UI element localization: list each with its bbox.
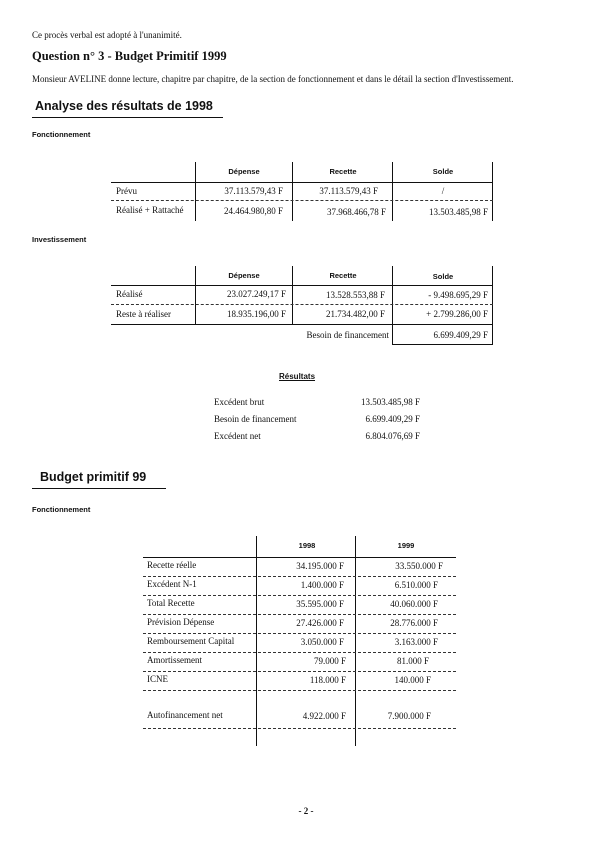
fonct-row2-label: Réalisé + Rattaché — [116, 205, 184, 215]
budget-header-1998: 1998 — [298, 541, 316, 550]
invest-row1-solde: - 9.498.695,29 F — [428, 290, 488, 300]
fonct-row1-label: Prévu — [116, 186, 137, 196]
invest-row2-solde: + 2.799.286,00 F — [426, 309, 488, 319]
fonct-row1-solde: / — [441, 186, 445, 196]
budget-row1-1999: 33.550.000 F — [395, 561, 443, 571]
budget-sep-7 — [143, 690, 456, 691]
budget-row1-label: Recette réelle — [147, 560, 197, 570]
fonct-row2-recette: 37.968.466,78 F — [326, 207, 386, 217]
budget-header-1999: 1999 — [397, 541, 415, 550]
invest-header-rule — [111, 285, 493, 286]
resultats-row1-value: 13.503.485,98 F — [360, 397, 420, 407]
budget-row6-1999: 81.000 F — [396, 656, 429, 666]
resultats-row3-value: 6.804.076,69 F — [365, 431, 420, 441]
budget-sep-5 — [143, 652, 456, 653]
resultats-title: Résultats — [279, 372, 316, 381]
fonct-header-recette: Recette — [329, 167, 357, 176]
budget-row8-label: Autofinancement net — [147, 710, 223, 720]
invest-header-depense: Dépense — [228, 271, 260, 280]
invest-bottom-rule — [111, 324, 493, 325]
fonct-row2-depense: 24.464.980,80 F — [223, 206, 283, 216]
resultats-row2-label: Besoin de financement — [214, 414, 297, 424]
resultats-row3-label: Excédent net — [214, 431, 261, 441]
invest-row1-label: Réalisé — [116, 289, 143, 299]
analyse-title-underline — [32, 117, 223, 118]
fonct-row-separator — [111, 200, 493, 201]
budget-header-rule — [143, 557, 456, 558]
budget-vline-1 — [256, 536, 257, 746]
budget-sep-4 — [143, 633, 456, 634]
invest-vline-4 — [492, 266, 493, 344]
investissement-label: Investissement — [32, 235, 87, 244]
budget-row4-label: Prévision Dépense — [147, 617, 215, 627]
fonct-vline-4 — [492, 162, 493, 221]
budget-sep-3 — [143, 614, 456, 615]
invest-row1-depense: 23.027.249,17 F — [226, 289, 286, 299]
invest-vline-3 — [392, 266, 393, 344]
budget-vline-2 — [355, 536, 356, 746]
invest-besoin-rule — [392, 344, 493, 345]
invest-besoin-value: 6.699.409,29 F — [433, 330, 488, 340]
budget-sep-6 — [143, 671, 456, 672]
budget-row5-label: Remboursement Capital — [147, 636, 235, 646]
analyse-title: Analyse des résultats de 1998 — [35, 99, 213, 113]
question-title: Question n° 3 - Budget Primitif 1999 — [32, 49, 227, 63]
fonct-vline-2 — [292, 162, 293, 221]
budget-row2-label: Excédent N-1 — [147, 579, 197, 589]
invest-row2-label: Reste à réaliser — [116, 309, 171, 319]
budget-row7-1998: 118.000 F — [309, 675, 346, 685]
fonctionnement-label: Fonctionnement — [32, 130, 91, 139]
budget-row5-1998: 3.050.000 F — [300, 637, 344, 647]
fonct-vline-1 — [195, 162, 196, 221]
budget-row3-label: Total Recette — [147, 598, 195, 608]
fonct-row2-solde: 13.503.485,98 F — [428, 207, 488, 217]
resultats-row2-value: 6.699.409,29 F — [365, 414, 420, 424]
budget-row2-1999: 6.510.000 F — [394, 580, 438, 590]
budget-row8-1998: 4.922.000 F — [302, 711, 346, 721]
invest-header-solde: Solde — [432, 272, 454, 281]
fonct-header-rule — [111, 182, 493, 183]
budget-row6-label: Amortissement — [147, 655, 202, 665]
invest-row2-depense: 18.935.196,00 F — [226, 309, 286, 319]
budget-row1-1998: 34.195.000 F — [296, 561, 344, 571]
fonct-header-depense: Dépense — [228, 167, 260, 176]
invest-row1-recette: 13.528.553,88 F — [325, 290, 385, 300]
budget-row4-1999: 28.776.000 F — [390, 618, 438, 628]
fonct-row1-depense: 37.113.579,43 F — [224, 186, 283, 196]
budget-row6-1998: 79.000 F — [313, 656, 346, 666]
budget-fonctionnement-label: Fonctionnement — [32, 505, 91, 514]
budget-sep-2 — [143, 595, 456, 596]
page-number: - 2 - — [298, 806, 314, 816]
invest-header-recette: Recette — [329, 271, 357, 280]
fonct-vline-3 — [392, 162, 393, 221]
budget-sep-1 — [143, 576, 456, 577]
budget-row8-1999: 7.900.000 F — [387, 711, 431, 721]
budget-row5-1999: 3.163.000 F — [394, 637, 438, 647]
budget-row7-1999: 140.000 F — [394, 675, 431, 685]
invest-vline-2 — [292, 266, 293, 324]
fonct-row1-recette: 37.113.579,43 F — [319, 186, 378, 196]
budget-title-underline — [32, 488, 166, 489]
intro-text: Ce procès verbal est adopté à l'unanimité. — [32, 30, 182, 40]
budget-sep-8 — [143, 728, 456, 729]
intro-paragraph: Monsieur AVELINE donne lecture, chapitre par chapitre, de la section de fonctionnement et dans le détail la section d'Investissement. — [32, 74, 514, 84]
budget-title: Budget primitif 99 — [40, 470, 147, 484]
budget-row7-label: ICNE — [147, 674, 168, 684]
budget-row2-1998: 1.400.000 F — [300, 580, 344, 590]
budget-row3-1998: 35.595.000 F — [296, 599, 344, 609]
fonct-header-solde: Solde — [432, 167, 454, 176]
invest-row-separator — [111, 304, 493, 305]
budget-row3-1999: 40.060.000 F — [390, 599, 438, 609]
invest-vline-1 — [195, 266, 196, 324]
budget-row4-1998: 27.426.000 F — [296, 618, 344, 628]
invest-row2-recette: 21.734.482,00 F — [325, 309, 385, 319]
invest-besoin-label: Besoin de financement — [306, 330, 389, 340]
resultats-row1-label: Excédent brut — [214, 397, 265, 407]
